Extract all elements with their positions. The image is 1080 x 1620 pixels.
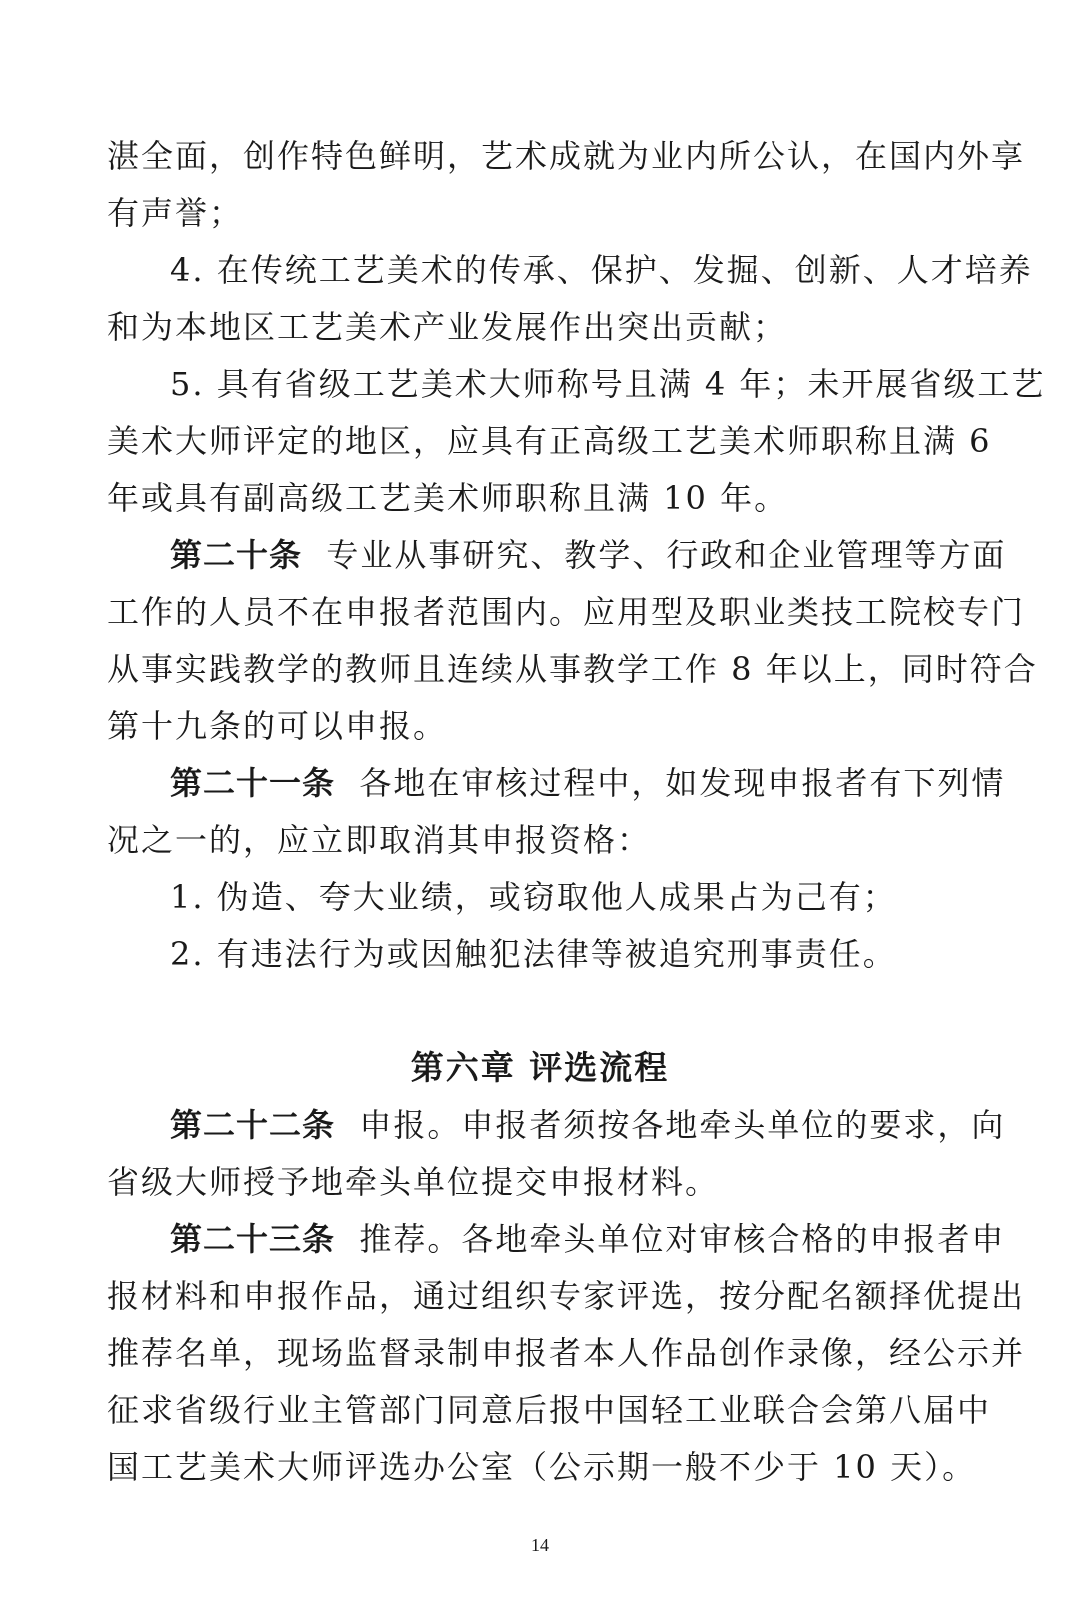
text-line: 和为本地区工艺美术产业发展作出突出贡献； [107, 308, 788, 346]
list-item: 2. 有违法行为或因触犯法律等被追究刑事责任。 [170, 935, 897, 973]
article-text: 各地在审核过程中，如发现申报者有下列情 [359, 764, 1006, 802]
article-label: 第二十三条 [170, 1220, 336, 1258]
article-text: 推荐。各地牵头单位对审核合格的申报者申 [359, 1220, 1006, 1258]
article-paragraph [170, 763, 1006, 803]
article-text: 申报。申报者须按各地牵头单位的要求，向 [359, 1106, 1006, 1144]
text-line: 国工艺美术大师评选办公室（公示期一般不少于 10 天）。 [107, 1448, 977, 1486]
chapter-heading: 第六章 评选流程 [410, 1048, 670, 1087]
text-line: 美术大师评定的地区，应具有正高级工艺美术师职称且满 6 [107, 422, 992, 460]
text-line: 第十九条的可以申报。 [107, 707, 448, 745]
list-item: 4. 在传统工艺美术的传承、保护、发掘、创新、人才培养 [170, 251, 1033, 289]
text-line: 况之一的，应立即取消其申报资格： [107, 821, 652, 859]
article-paragraph [170, 535, 1007, 575]
text-line: 省级大师授予地牵头单位提交申报材料。 [107, 1163, 720, 1201]
page-number: 14 [531, 1535, 549, 1555]
text-line: 从事实践教学的教师且连续从事教学工作 8 年以上，同时符合 [107, 650, 1038, 688]
text-line: 推荐名单，现场监督录制申报者本人作品创作录像，经公示并 [107, 1334, 1026, 1372]
article-paragraph [170, 1219, 1006, 1259]
list-item: 1. 伪造、夸大业绩，或窃取他人成果占为己有； [170, 878, 897, 916]
text-line: 年或具有副高级工艺美术师职称且满 10 年。 [107, 479, 789, 517]
text-line: 工作的人员不在申报者范围内。应用型及职业类技工院校专门 [107, 593, 1026, 631]
text-line: 有声誉； [107, 194, 244, 232]
article-label: 第二十一条 [170, 764, 336, 802]
article-paragraph [170, 1105, 1006, 1145]
article-label: 第二十二条 [170, 1106, 336, 1144]
text-line: 湛全面，创作特色鲜明，艺术成就为业内所公认，在国内外享 [107, 137, 1026, 175]
article-text: 专业从事研究、教学、行政和企业管理等方面 [326, 536, 1007, 574]
list-item: 5. 具有省级工艺美术大师称号且满 4 年；未开展省级工艺 [170, 365, 1046, 403]
article-label: 第二十条 [170, 536, 303, 574]
text-line: 报材料和申报作品，通过组织专家评选，按分配名额择优提出 [107, 1277, 1026, 1315]
text-line: 征求省级行业主管部门同意后报中国轻工业联合会第八届中 [107, 1391, 992, 1429]
